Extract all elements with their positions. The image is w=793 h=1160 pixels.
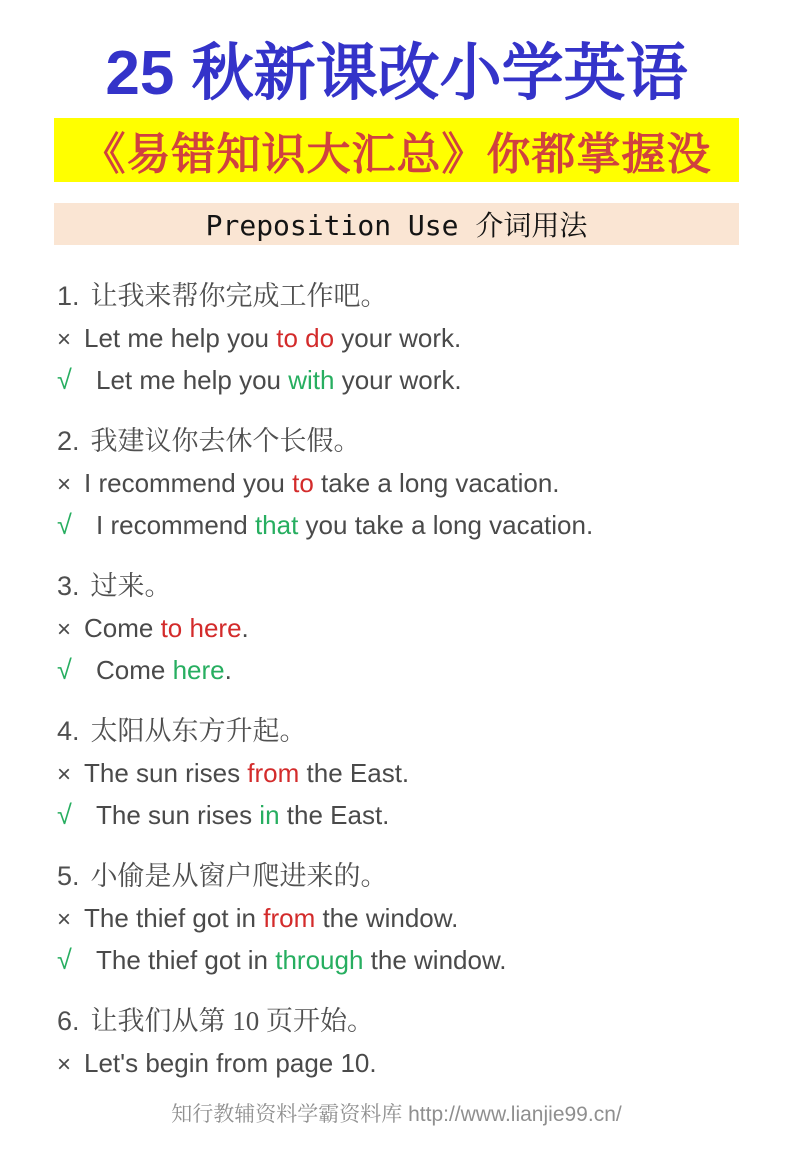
item-chinese-text: 过来。 — [90, 571, 172, 601]
wrong-sentence-line — [57, 462, 793, 504]
item-chinese-line — [57, 710, 793, 752]
right-mark: √ — [57, 800, 72, 830]
section-header — [54, 203, 739, 245]
sentence-segment: The sun rises — [96, 800, 260, 830]
sentence-segment: that — [254, 510, 299, 540]
sentence-segment: to — [292, 468, 314, 498]
item-group — [57, 420, 793, 546]
wrong-sentence-line — [57, 317, 793, 359]
sentence-segment: I recommend you — [84, 468, 293, 498]
item-number: 4. — [57, 716, 80, 746]
item-number: 3. — [57, 571, 80, 601]
wrong-sentence-line — [57, 1042, 793, 1084]
sentence-segment: . — [241, 613, 249, 643]
right-mark: √ — [57, 510, 72, 540]
right-mark: √ — [57, 945, 72, 975]
sentence-segment: you take a long vacation. — [298, 510, 594, 540]
sentence-segment: through — [275, 945, 364, 975]
right-sentence-line — [57, 504, 793, 546]
item-chinese-text: 太阳从东方升起。 — [90, 716, 307, 746]
sentence-segment: in — [259, 800, 280, 830]
item-group — [57, 710, 793, 836]
sentence-segment: Come — [84, 613, 161, 643]
wrong-sentence-line — [57, 897, 793, 939]
item-number: 1. — [57, 281, 80, 311]
wrong-mark: × — [57, 616, 72, 643]
worksheet-page — [0, 38, 793, 1126]
sentence-segment: The sun rises — [84, 758, 248, 788]
item-number: 2. — [57, 426, 80, 456]
right-mark: √ — [57, 655, 72, 685]
sentence-segment: to here — [160, 613, 242, 643]
sentence-segment: your work. — [334, 323, 462, 353]
wrong-mark: × — [57, 471, 72, 498]
item-number: 6. — [57, 1006, 80, 1036]
right-mark: √ — [57, 365, 72, 395]
sentence-segment: Let's begin from page 10. — [84, 1048, 377, 1078]
wrong-mark: × — [57, 1051, 72, 1078]
sentence-segment: the window. — [363, 945, 507, 975]
wrong-mark: × — [57, 761, 72, 788]
item-number: 5. — [57, 861, 80, 891]
item-chinese-line — [57, 565, 793, 607]
sentence-segment: the window. — [315, 903, 459, 933]
footer-watermark: 知行教辅资料学霸资料库 http://www.lianjie99.cn/ — [171, 1103, 622, 1126]
sentence-segment: Let me help you — [84, 323, 277, 353]
section-title: Preposition Use 介词用法 — [205, 209, 588, 242]
page-title: 25 秋新课改小学英语 — [105, 39, 688, 108]
right-sentence-line — [57, 939, 793, 981]
right-sentence-line — [57, 359, 793, 401]
sentence-segment: . — [224, 655, 232, 685]
item-chinese-text: 让我来帮你完成工作吧。 — [90, 281, 388, 311]
sentence-segment: here — [172, 655, 225, 685]
item-chinese-line — [57, 420, 793, 462]
sentence-segment: Come — [96, 655, 173, 685]
subtitle-text: 《易错知识大汇总》你都掌握没 — [81, 130, 712, 179]
right-sentence-line — [57, 649, 793, 691]
sentence-segment: The thief got in — [84, 903, 264, 933]
sentence-segment: to do — [276, 323, 335, 353]
item-group — [57, 565, 793, 691]
sentence-segment: your work. — [334, 365, 462, 395]
wrong-mark: × — [57, 326, 72, 353]
item-group — [57, 275, 793, 401]
sentence-segment: Let me help you — [96, 365, 289, 395]
items-list — [57, 275, 793, 1084]
sentence-segment: take a long vacation. — [313, 468, 560, 498]
sentence-segment: from — [247, 758, 300, 788]
sentence-segment: from — [263, 903, 316, 933]
sentence-segment: the East. — [299, 758, 410, 788]
item-chinese-line — [57, 275, 793, 317]
item-chinese-line — [57, 1000, 793, 1042]
sentence-segment: the East. — [279, 800, 390, 830]
right-sentence-line — [57, 794, 793, 836]
sentence-segment: with — [288, 365, 335, 395]
sentence-segment: The thief got in — [96, 945, 276, 975]
item-chinese-text: 让我们从第 10 页开始。 — [90, 1006, 375, 1036]
sentence-segment: I recommend — [96, 510, 255, 540]
item-chinese-text: 我建议你去休个长假。 — [90, 426, 361, 456]
subtitle-banner — [54, 118, 739, 182]
wrong-sentence-line — [57, 752, 793, 794]
wrong-sentence-line — [57, 607, 793, 649]
item-chinese-text: 小偷是从窗户爬进来的。 — [90, 861, 388, 891]
item-chinese-line — [57, 855, 793, 897]
wrong-mark: × — [57, 906, 72, 933]
item-group — [57, 855, 793, 981]
item-group — [57, 1000, 793, 1084]
